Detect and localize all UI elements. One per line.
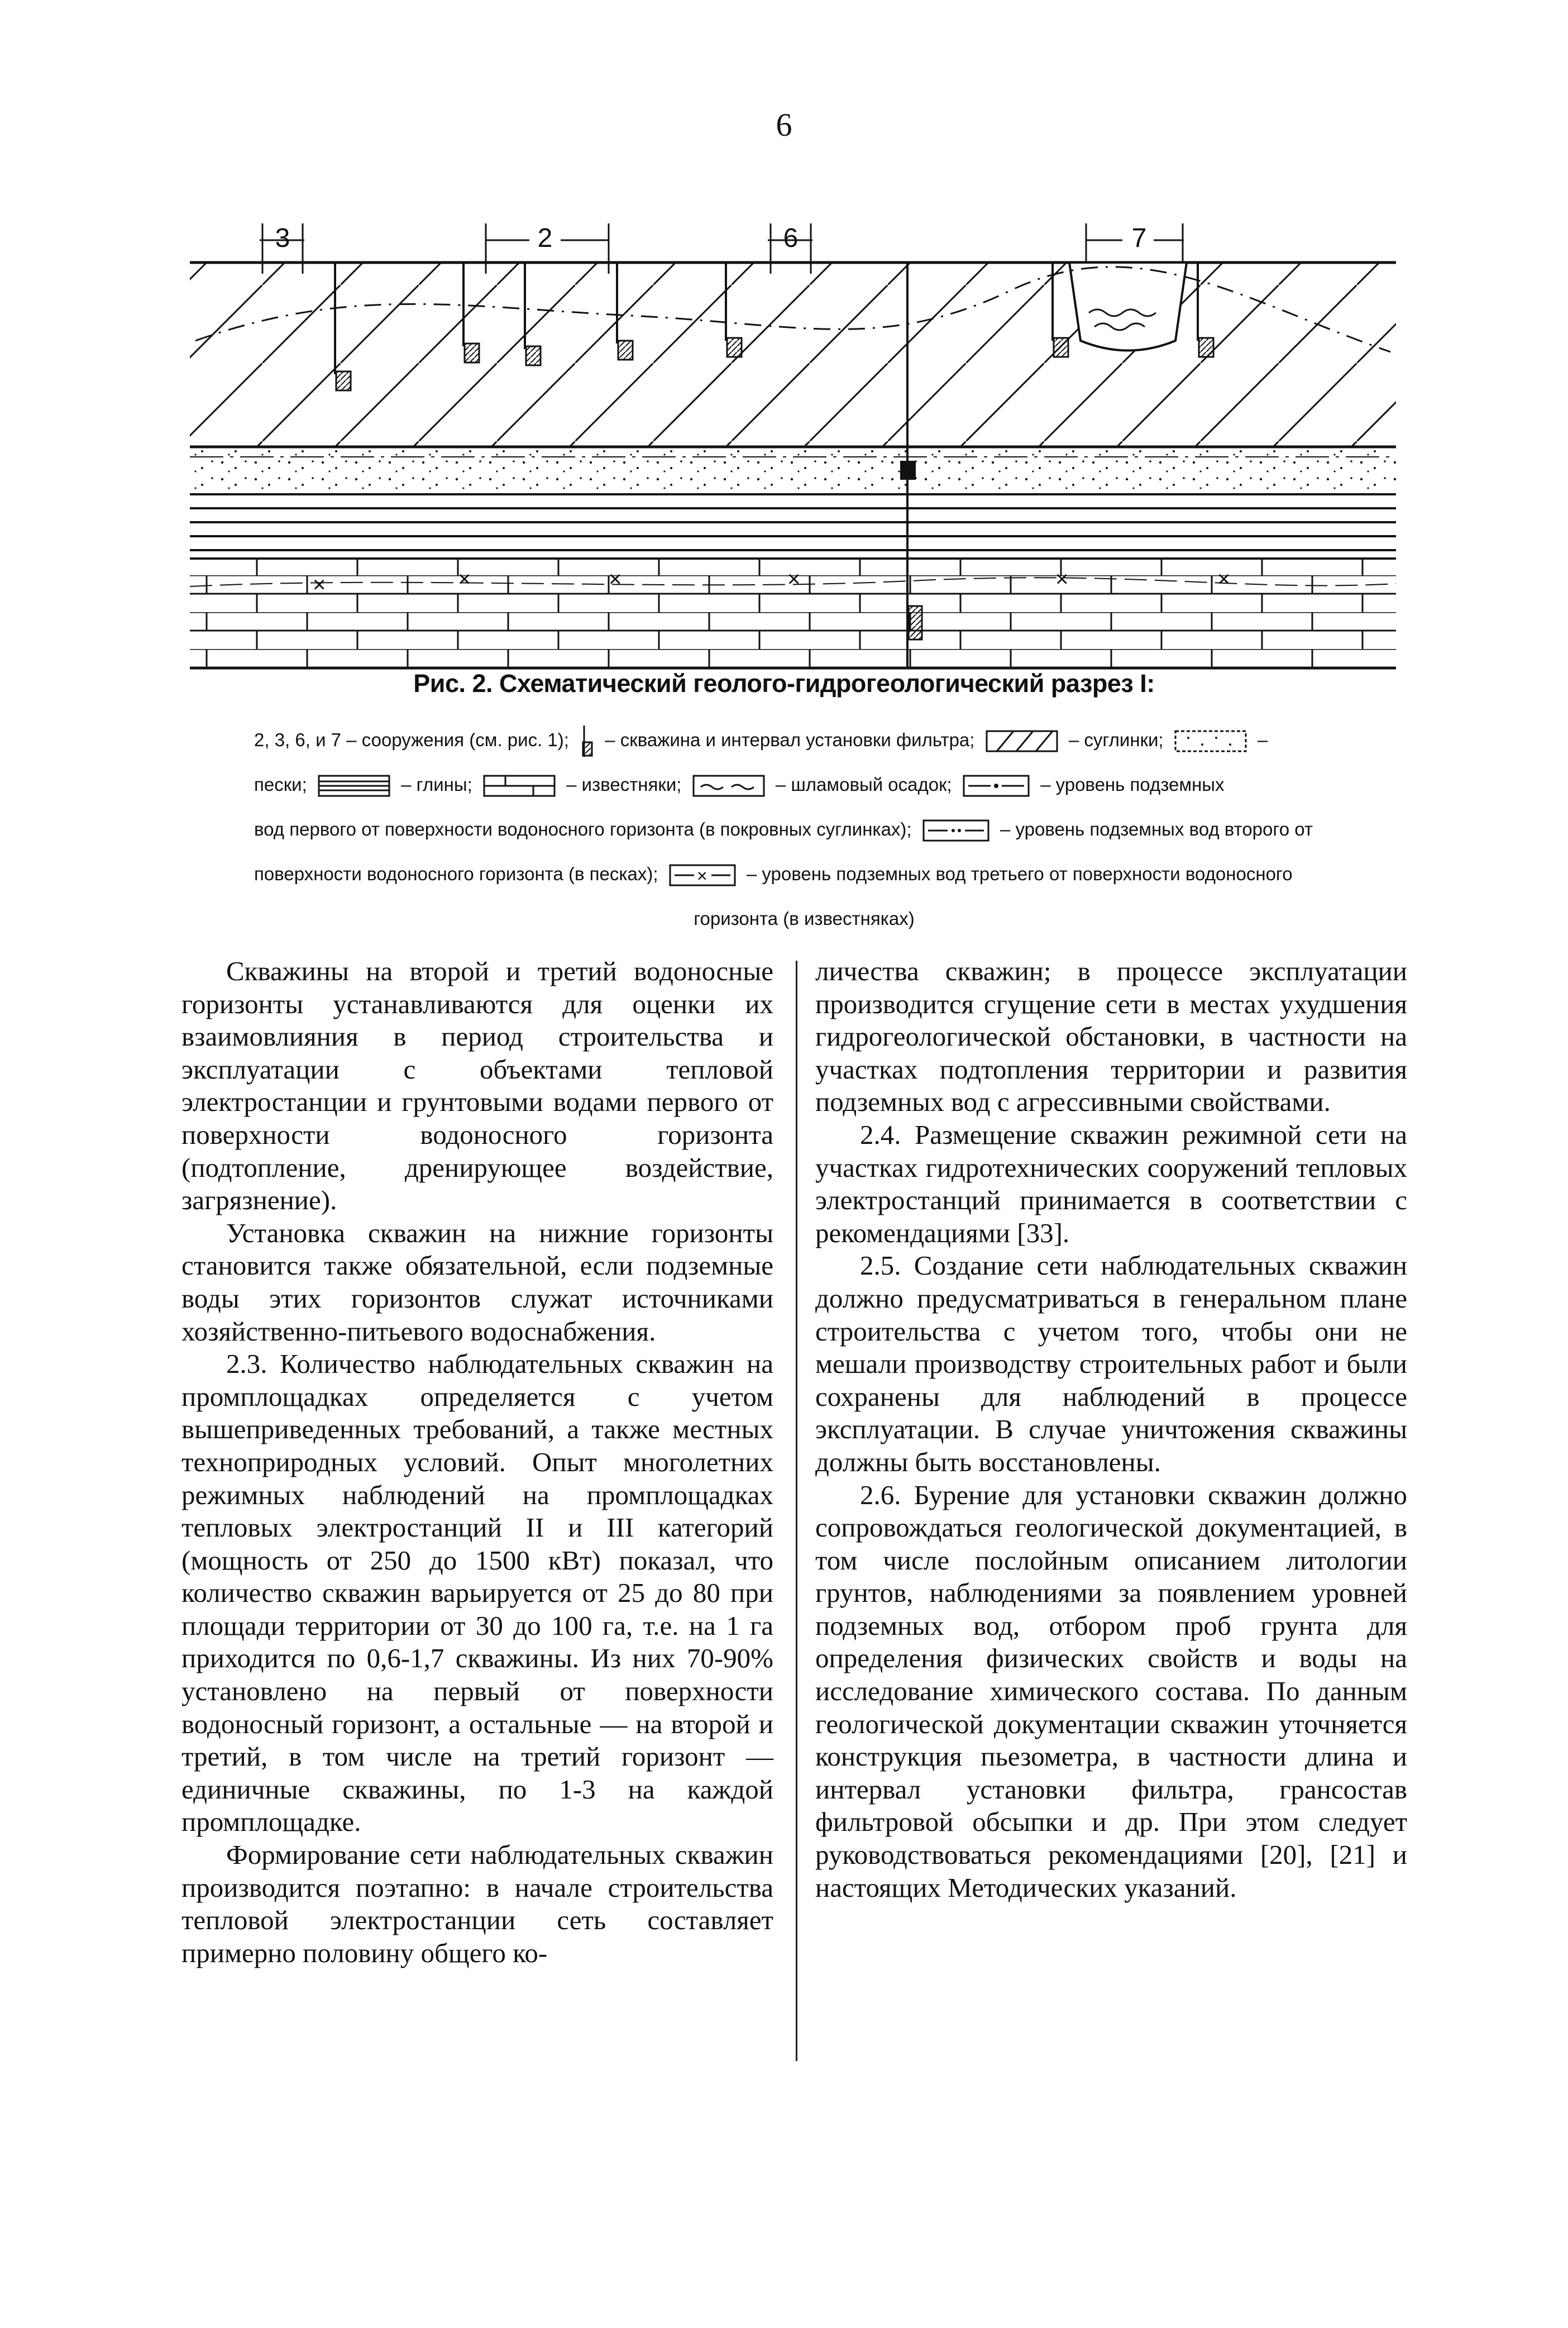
paragraph: Установка скважин на нижние горизонты становится также обязательной, если подземные воды этих горизонтов служат источниками хозяйственно-питьевого водоснабжения.: [181, 1217, 773, 1347]
left-column: [181, 955, 773, 1969]
paragraph: личества скважин; в процессе эксплуатации производится сгущение сети в местах ухудшения гидрогеологической обстановки, в частности на участках подтопления территории и развития подземных вод с агрессивными свойствами.: [815, 956, 1407, 1118]
svg-text:7: 7: [1131, 223, 1147, 253]
svg-text:×: ×: [696, 866, 707, 886]
well-symbol-icon: [580, 726, 594, 757]
figure-caption: Рис. 2. Схематический геолого-гидрогеологический разрез I:: [413, 669, 1155, 698]
svg-text:×: ×: [787, 567, 801, 591]
clay-layer: [190, 494, 1396, 550]
water-level-2-symbol-icon: [922, 819, 989, 842]
paragraph: 2.4. Размещение скважин режимной сети на участках гидротехнических сооружений тепловых электростанций принимается в соответствии с рекомендациями [33].: [815, 1119, 1407, 1248]
figure-legend: [254, 718, 1354, 941]
water-level-3-symbol-icon: [669, 864, 736, 886]
svg-text:2: 2: [537, 223, 553, 253]
legend-line: поверхности водоносного горизонта (в песках); × – уровень подземных вод третьего от поверхности водоносного: [254, 864, 1293, 886]
svg-text:×: ×: [1217, 567, 1231, 591]
legend-line: вод первого от поверхности водоносного горизонта (в покровных суглинках); – уровень подземных вод второго от: [254, 807, 1354, 852]
right-column: [815, 955, 1407, 1904]
limestone-symbol-icon: [483, 775, 556, 797]
legend-line: 2, 3, 6, и 7 – сооружения (см. рис. 1); – скважина и интервал установки фильтра; – суглинки; –: [254, 718, 1354, 762]
clay-symbol-icon: [318, 775, 390, 797]
paragraph: Формирование сети наблюдательных скважин производится поэтапно: в начале строительства тепловой электростанции сеть составляет примерно половину общего ко-: [181, 1839, 773, 1968]
svg-text:×: ×: [458, 567, 471, 591]
sand-layer: [190, 447, 1396, 492]
sludge-symbol-icon: [692, 775, 765, 797]
loam-layer: [190, 263, 1396, 447]
svg-text:×: ×: [1055, 567, 1069, 591]
paragraph: 2.3. Количество наблюдательных скважин на промплощадках определяется с учетом вышеприведенных требований, а также местных технoприродных условий. Опыт многолетних режимных наблюдений на промплощадках тепловых электростанций II и III категорий (мощность от 250 до 1500 кВт) показал, что количество скважин варьируется от 25 до 80 при площади территории от 30 до 100 га, т.е. на 1 га приходится по 0,6-1,7 скважины. Из них 70-90% установлено на первый от поверхности водоносный горизонт, а остальные — на второй и третий, в том числе на третий горизонт — единичные скважины, по 1-3 на каждой промплощадке.: [181, 1348, 773, 1838]
well-filter: [900, 461, 916, 480]
well-filter: [909, 606, 922, 640]
svg-text:3: 3: [275, 223, 290, 253]
legend-line: пески; – глины; – известняки; – шламовый осадок; – уровень подземных: [254, 762, 1354, 807]
geologic-section-figure: [184, 207, 1402, 670]
svg-text:6: 6: [783, 223, 799, 253]
paragraph: 2.6. Бурение для установки скважин должно сопровождаться геологической документацией, в том числе послойным описанием литологии грунтов, наблюдениями за появлением уровней подземных вод, отбором проб грунта для определения физических свойств и воды на исследование химического состава. По данным геологической документации скважин уточняется конструкция пьезометра, в частности длина и интервал установки фильтра, грансостав фильтровой обсыпки и др. При этом следует руководствоваться рекомендациями [20], [21] и настоящих Методических указаний.: [815, 1479, 1407, 1903]
legend-line: горизонта (в известняках): [694, 908, 915, 929]
page-number: 6: [776, 107, 792, 143]
column-divider: [796, 961, 797, 2061]
svg-text:×: ×: [313, 573, 326, 597]
water-level-1-symbol-icon: [963, 775, 1030, 797]
paragraph: 2.5. Создание сети наблюдательных скважин должно предусматриваться в генеральном плане строительства с учетом того, чтобы они не мешали производству строительных работ и были сохранены для наблюдений в процессе эксплуатации. В случае уничтожения скважины должны быть восстановлены.: [815, 1250, 1407, 1477]
paragraph: Скважины на второй и третий водоносные горизонты устанавливаются для оценки их взаимовлияния в период строительства и эксплуатации с объектами тепловой электростанции и грунтовыми водами первого от поверхности водоносного горизонта (подтопление, дренирующее воздействие, загрязнение).: [181, 956, 773, 1216]
loam-symbol-icon: [986, 730, 1058, 752]
sand-symbol-icon: [1174, 730, 1247, 752]
pit-7: [1069, 263, 1187, 351]
svg-text:×: ×: [609, 567, 622, 591]
